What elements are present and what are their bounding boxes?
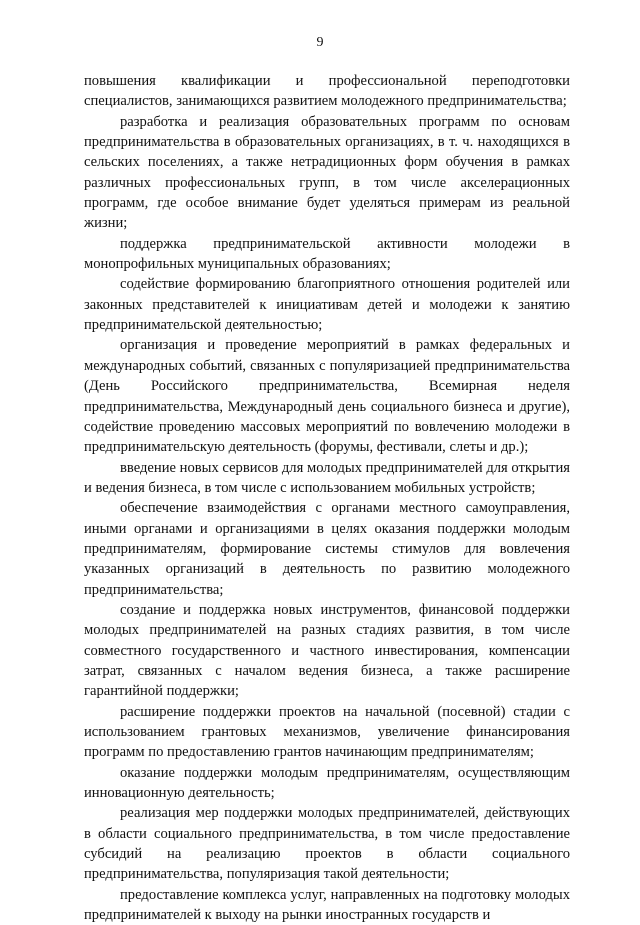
- paragraph-new-services: введение новых сервисов для молодых предпринимателей для открытия и ведения бизнеса, в том числе с использованием мобильных устройств;: [84, 459, 570, 496]
- paragraph-continuation: повышения квалификации и профессиональной переподготовки специалистов, занимающихся развитием молодежного предпринимательства;: [84, 73, 570, 110]
- page-number: 9: [316, 35, 324, 50]
- paragraph-interaction: обеспечение взаимодействия с органами местного самоуправления, иными органами и организациями в целях оказания поддержки молодым предпринимателям, формирование системы стимулов для вовлечения указанных организаций в деятельность по развитию молодежного предпринимательства;: [84, 500, 570, 598]
- paragraph-seed-stage: расширение поддержки проектов на начальной (посевной) стадии с использованием грантовых механизмов, увеличение финансирования программ по предоставлению грантов начинающим предпринимателям;: [84, 703, 570, 761]
- paragraph-social-entrepreneurship: реализация мер поддержки молодых предпринимателей, действующих в области социального предпринимательства, в том числе предоставление субсидий на реализацию проектов в области социального предпринимательства, популяризация такой деятельности;: [84, 805, 570, 883]
- paragraph-monoprofile-support: поддержка предпринимательской активности молодежи в монопрофильных муниципальных образованиях;: [84, 235, 570, 273]
- paragraph-parental-attitude: содействие формированию благоприятного отношения родителей или законных представителей к инициативам детей и молодежи к занятию предпринимательской деятельностью;: [84, 276, 570, 334]
- paragraph-educational-programs: разработка и реализация образовательных программ по основам предпринимательства в образовательных организациях, в т. ч. находящихся в сельских поселениях, а также нетрадиционных форм обучения в рамках различных профессиональных групп, в том числе акселерационных программ, где особое внимание будет уделяться примерам из реальной жизни;: [84, 113, 570, 232]
- document-body: [84, 71, 570, 925]
- paragraph-events: организация и проведение мероприятий в рамках федеральных и международных событий, связанных с популяризацией предпринимательства (День Российского предпринимательства, Всемирная неделя предпринимательства, Международный день социального бизнеса и другие), содействие проведению массовых мероприятий по вовлечению молодежи в предпринимательскую деятельность (форумы, фестивали, слеты и др.);: [84, 337, 570, 456]
- paragraph-foreign-markets: предоставление комплекса услуг, направленных на подготовку молодых предпринимателей к выходу на рынки иностранных государств и: [84, 886, 570, 924]
- paragraph-financial-instruments: создание и поддержка новых инструментов, финансовой поддержки молодых предпринимателей на разных стадиях развития, в том числе совместного государственного и частного инвестирования, компенсации затрат, связанных с началом ведения бизнеса, а также расширение гарантийной поддержки;: [84, 601, 570, 700]
- paragraph-innovation-support: оказание поддержки молодым предпринимателям, осуществляющим инновационную деятельность;: [84, 764, 570, 802]
